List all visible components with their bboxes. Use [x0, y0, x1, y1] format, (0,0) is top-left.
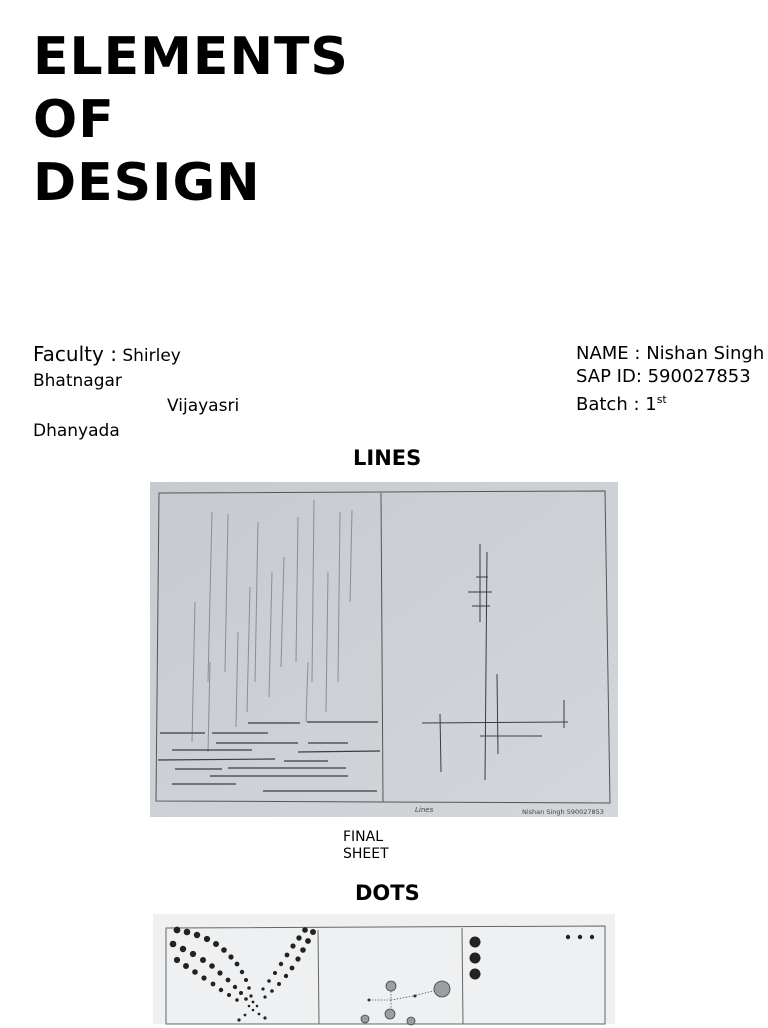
lines-sheet-label: Lines: [415, 806, 434, 814]
lines-sheet-photo: [150, 482, 618, 817]
document-title: [33, 26, 349, 215]
faculty-block: [33, 342, 273, 441]
student-batch: [576, 388, 768, 416]
lines-sheet-drawing: [150, 482, 618, 817]
lines-sheet-signature: Nishan Singh 590027853: [522, 808, 604, 816]
caption-line-1: FINAL: [343, 829, 384, 845]
student-info: [576, 342, 768, 416]
dots-heading: DOTS: [355, 881, 420, 905]
faculty-name-2-first: Vijayasri: [167, 396, 240, 416]
student-sap-id: SAP ID: 590027853: [576, 366, 751, 387]
faculty-label: Faculty :: [33, 342, 117, 366]
faculty-name-1-first: Shirley: [122, 346, 181, 366]
title-line-2: OF: [33, 90, 115, 150]
batch-value: Batch : 1: [576, 394, 657, 415]
title-line-3: DESIGN: [33, 153, 261, 213]
faculty-name-2-last: Dhanyada: [33, 421, 120, 441]
title-line-1: ELEMENTS: [33, 27, 349, 87]
faculty-name-1-last: Bhatnagar: [33, 371, 122, 391]
batch-suffix: st: [656, 393, 667, 406]
caption-line-2: SHEET: [343, 846, 389, 862]
dots-sheet-photo: [153, 914, 615, 1024]
final-sheet-caption: [343, 829, 413, 863]
dots-sheet-drawing: [153, 914, 615, 1024]
student-name: NAME : Nishan Singh: [576, 343, 765, 364]
lines-heading: LINES: [353, 446, 422, 470]
